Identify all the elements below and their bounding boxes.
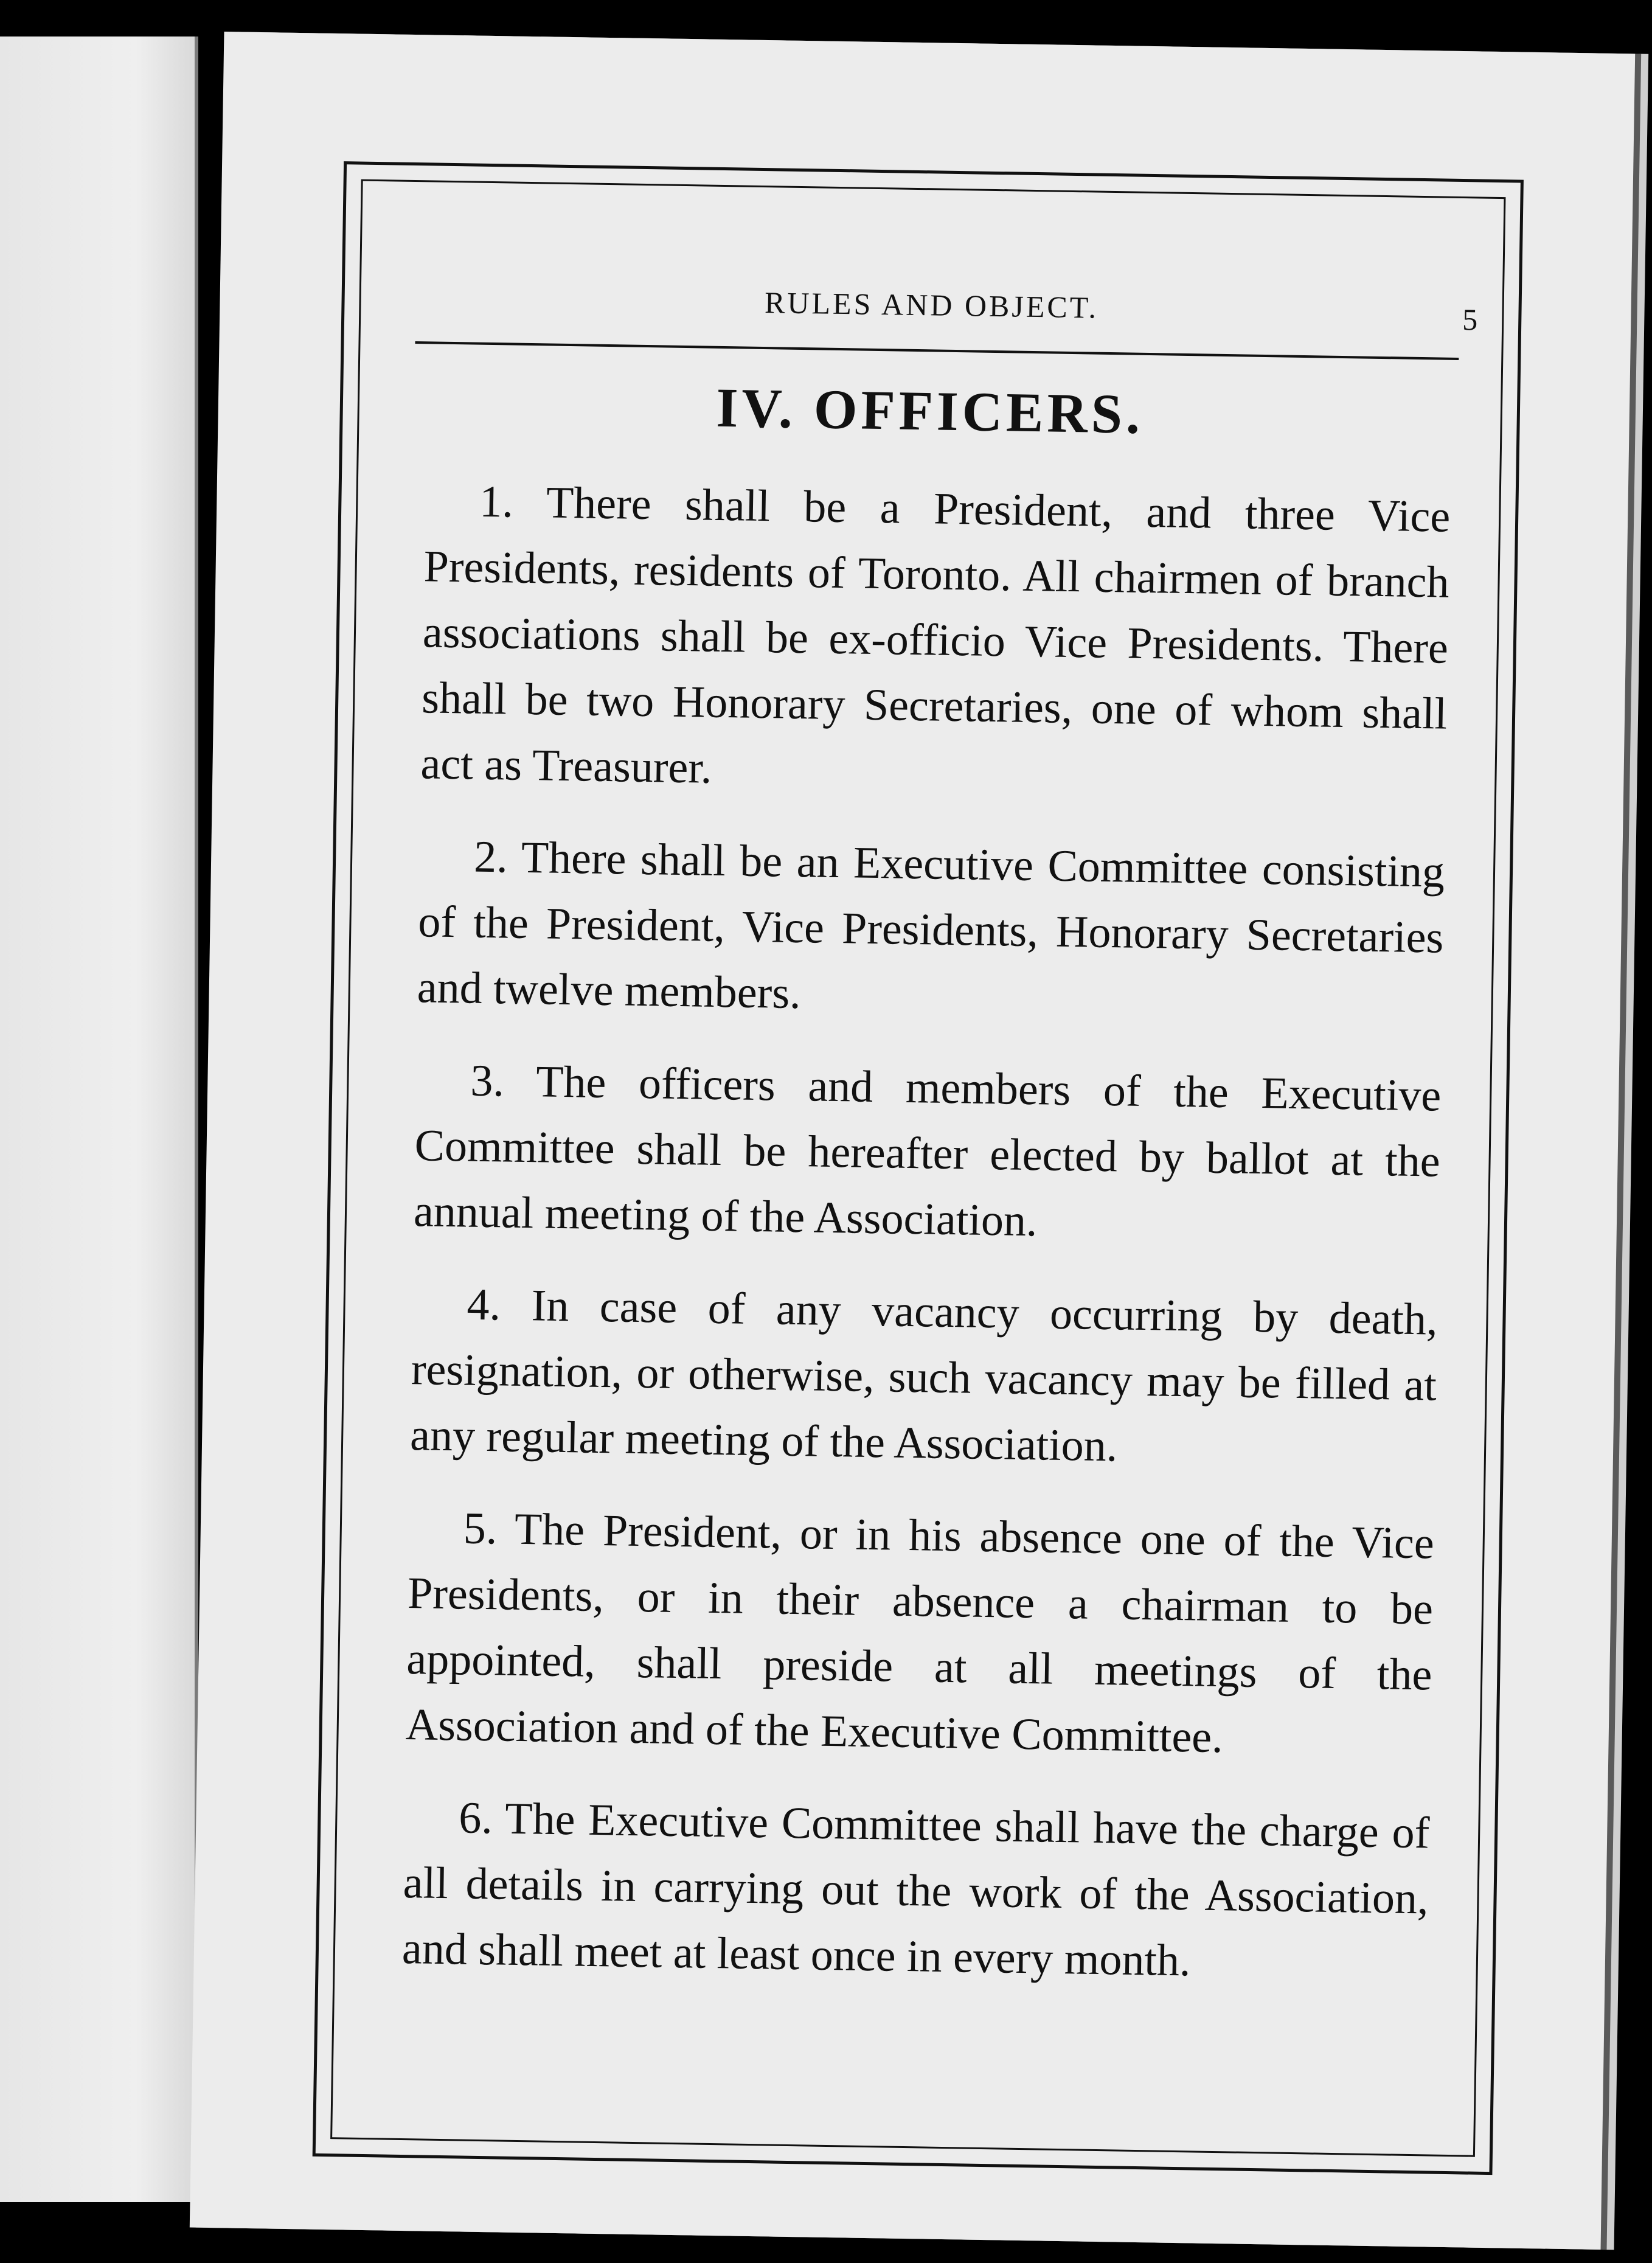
paragraph-3: 3. The officers and members of the Executive Committee shall be hereafter elected by ballot at the annual meeting of the Association. bbox=[413, 1055, 1442, 1246]
left-facing-page bbox=[0, 36, 198, 2202]
header-rule bbox=[415, 341, 1459, 360]
paragraph-2: 2. There shall be an Executive Committee consisting of the President, Vice Presidents, Honorary Secretaries and twelve members. bbox=[417, 832, 1445, 1019]
running-head: RULES AND OBJECT. bbox=[764, 285, 1099, 325]
page-border-inner bbox=[330, 179, 1505, 2157]
section-title: IV. OFFICERS. bbox=[715, 376, 1144, 445]
paragraph-6: 6. The Executive Committee shall have the charge of all details in carrying out the work of the Association, and shall meet at least once in every month. bbox=[401, 1793, 1430, 1986]
paragraph-4: 4. In case of any vacancy occurring by death, resignation, or otherwise, such vacancy may be filled at any regular meeting of the Association. bbox=[409, 1279, 1439, 1472]
body-text bbox=[401, 468, 1451, 2024]
paragraph-5: 5. The President, or in his absence one of the Vice Presidents, or in their absence a chairman to be appointed, shall preside at all meetings of the Association and of the Executive Committee. bbox=[405, 1503, 1435, 1763]
page-border-outer bbox=[313, 161, 1524, 2175]
page-number: 5 bbox=[1462, 302, 1478, 337]
paragraph-1: 1. There shall be a President, and three Vice Presidents, residents of Toronto. All chairmen of branch associations shall be ex-officio Vice Presidents. There shall be two Honorary Secretaries, one of whom shall act as Treasurer. bbox=[420, 476, 1451, 793]
book-page bbox=[190, 32, 1635, 2250]
